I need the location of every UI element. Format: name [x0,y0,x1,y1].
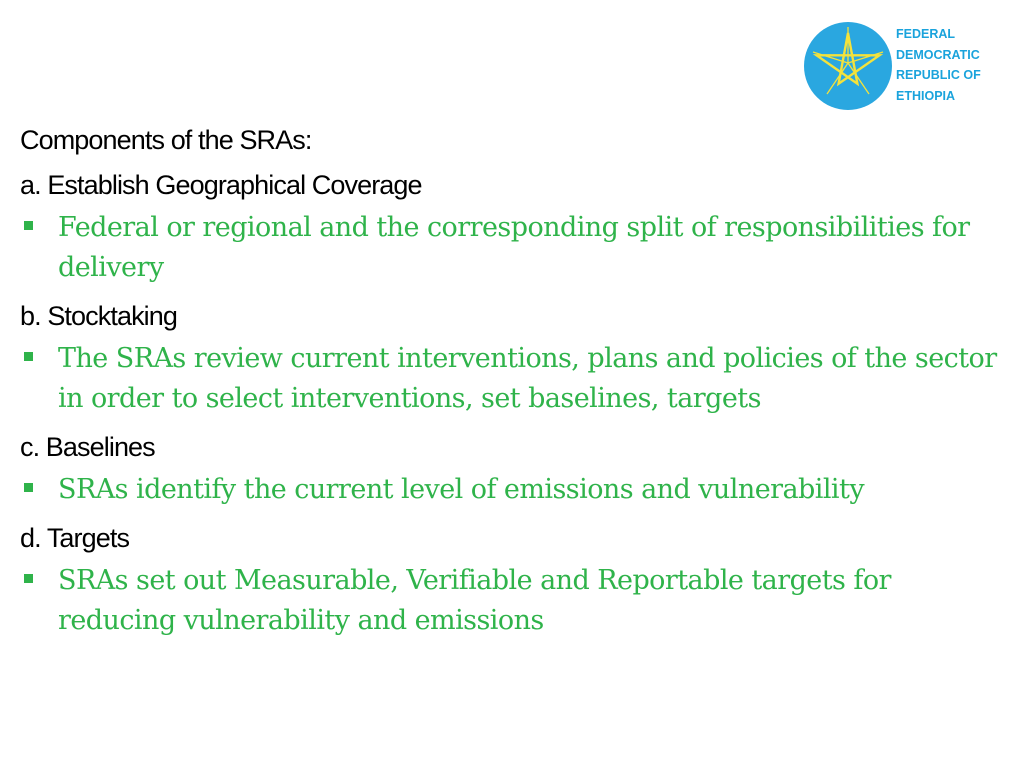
section-heading: d. Targets [20,523,130,553]
bullet-text: Federal or regional and the corresponding split of responsibilities for delivery [58,212,970,283]
square-bullet-icon [24,574,33,583]
bullet-text: SRAs set out Measurable, Verifiable and Reportable targets for reducing vulnerability and emissions [58,565,891,636]
section-heading: b. Stocktaking [20,301,177,331]
bullet-text: The SRAs review current interventions, plans and policies of the sector in order to select interventions, set baselines, targets [58,343,997,414]
square-bullet-icon [24,221,33,230]
ethiopia-emblem-icon [803,21,893,111]
section-heading: a. Establish Geographical Coverage [20,170,422,200]
bullet-item [20,561,1010,641]
country-name-line: DEMOCRATIC [896,47,980,62]
bullet-item [20,339,1010,419]
country-name-line: ETHIOPIA [896,88,956,103]
square-bullet-icon [24,483,33,492]
section-heading: c. Baselines [20,432,155,462]
country-name-line: REPUBLIC OF [896,68,981,82]
square-bullet-icon [24,352,33,361]
country-name [896,24,981,106]
bullet-text: SRAs identify the current level of emissions and vulnerability [58,474,865,505]
country-name-line: FEDERAL [896,27,956,41]
bullet-item [20,208,1010,288]
slide-title: Components of the SRAs: [20,125,312,155]
slide-content [20,118,1010,647]
bullet-item [20,470,1010,510]
